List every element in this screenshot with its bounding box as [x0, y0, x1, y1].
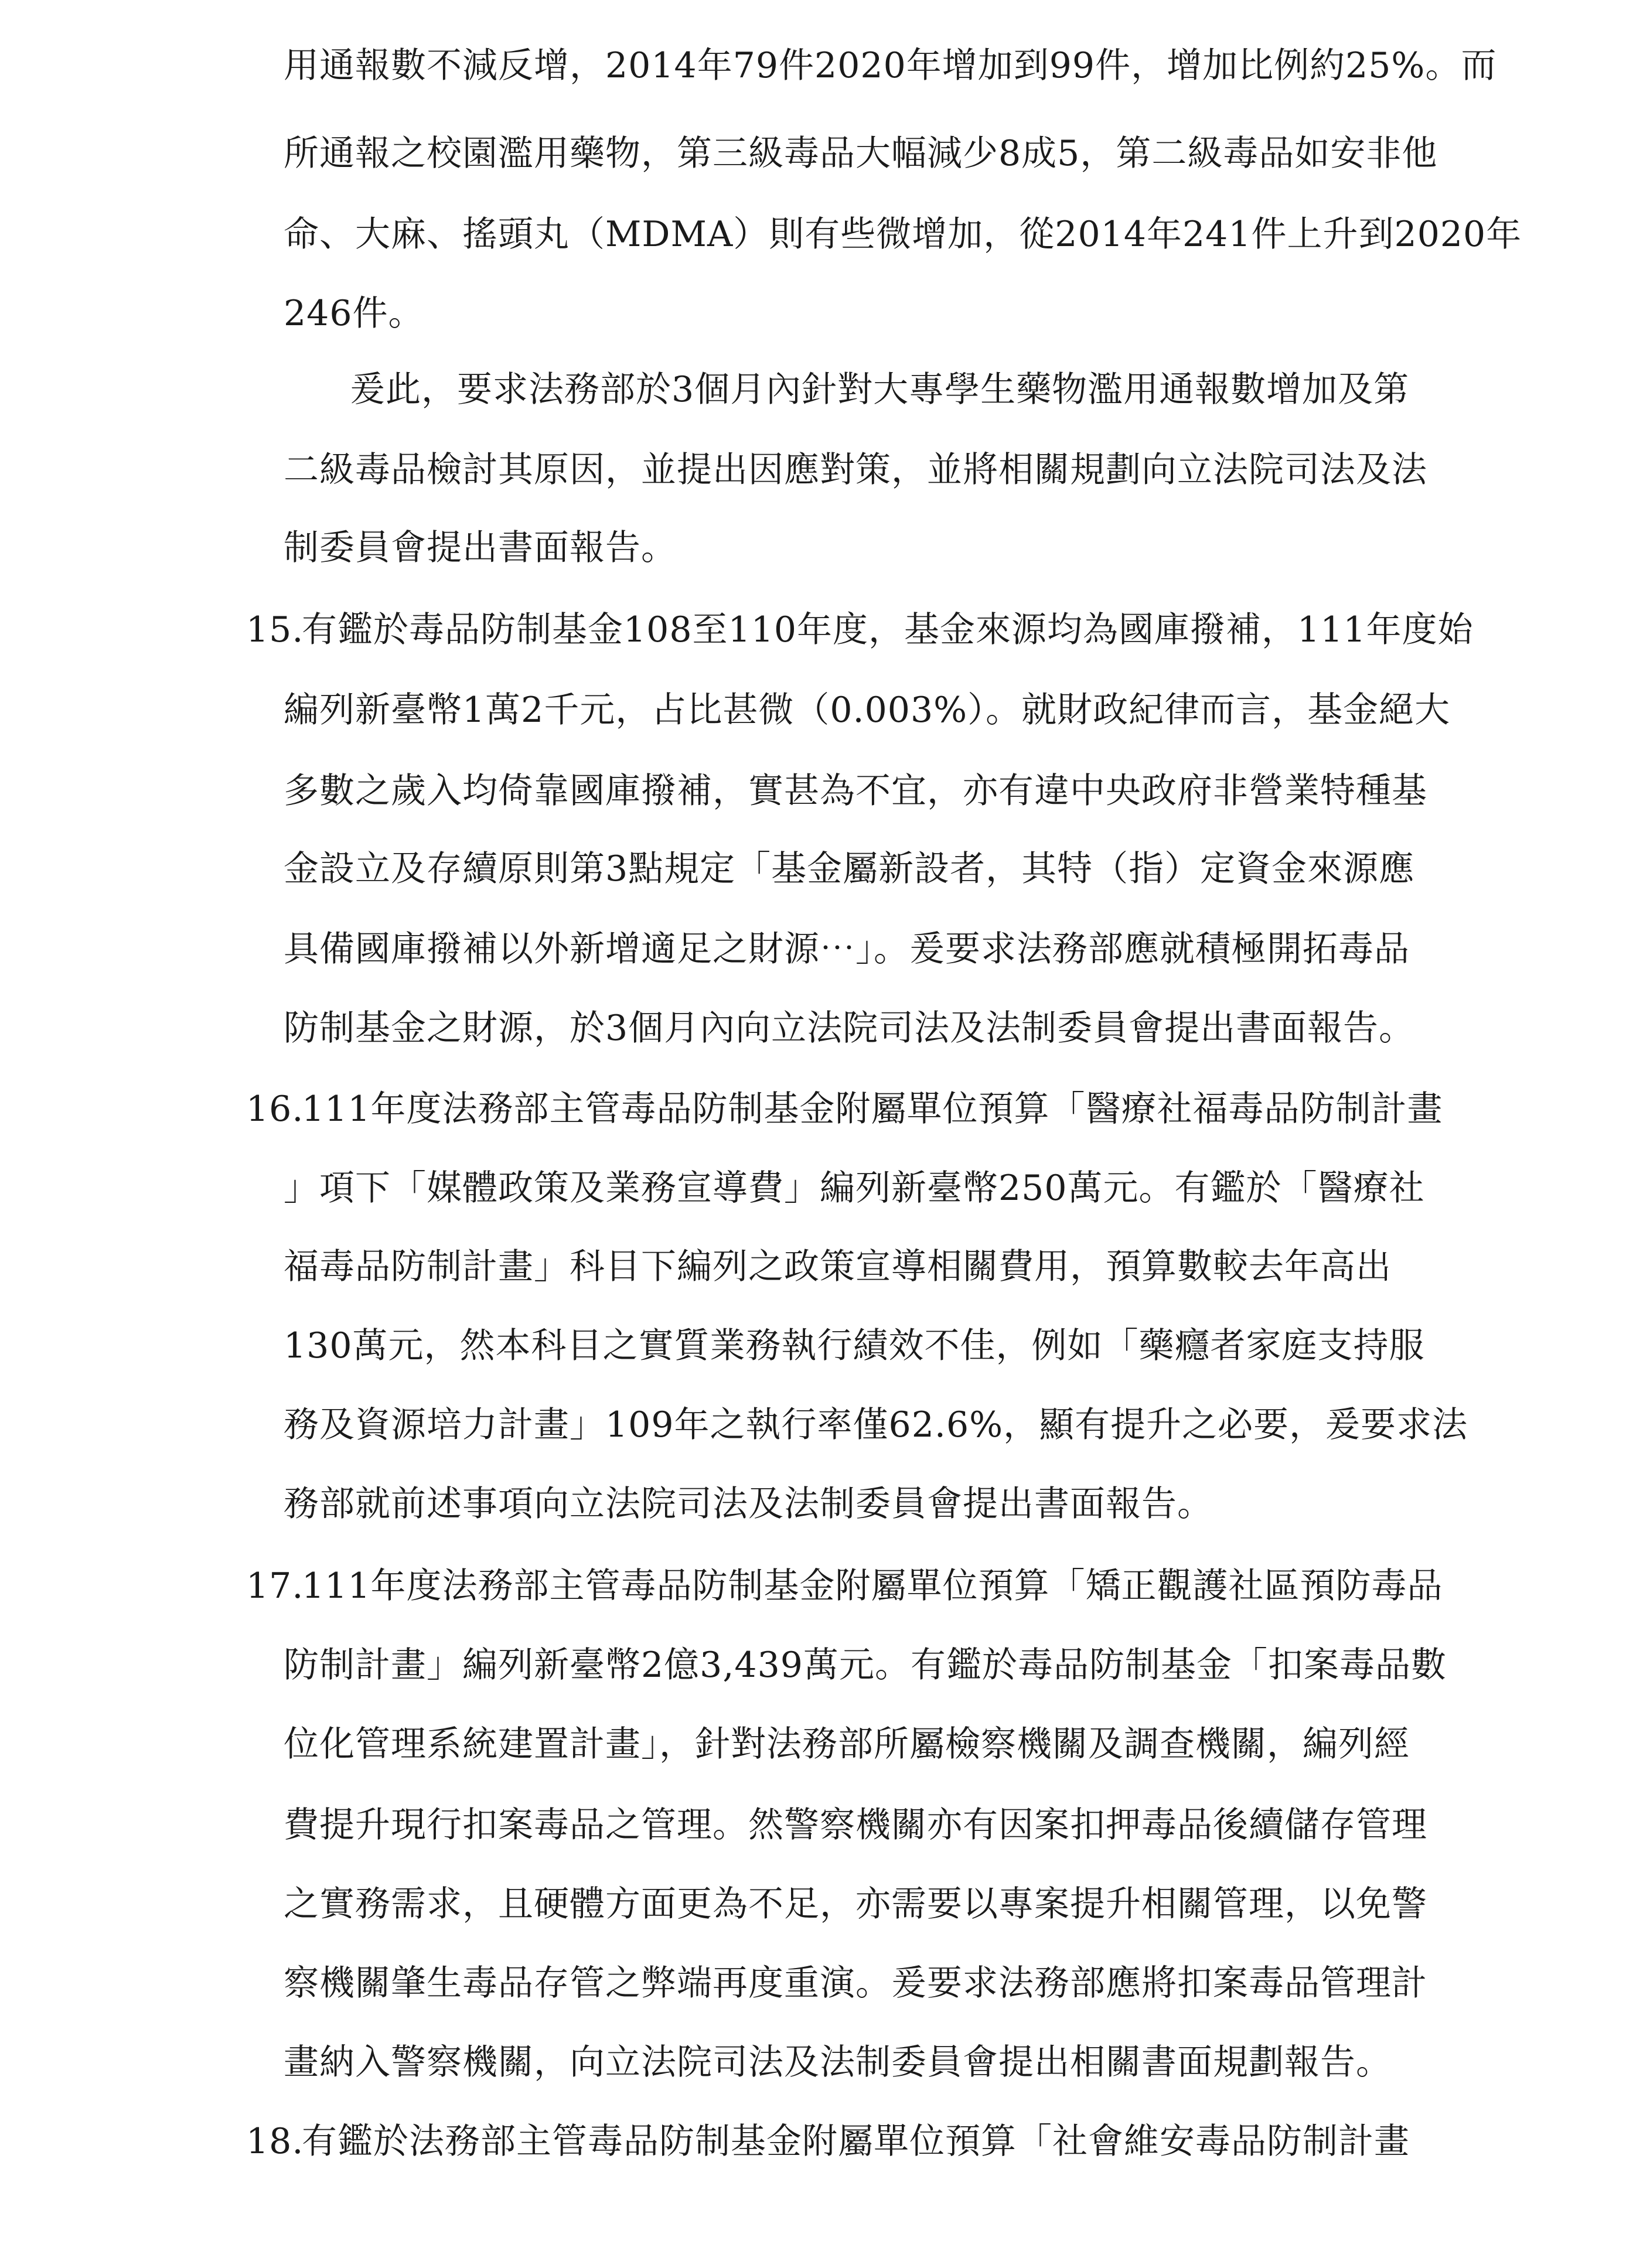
text-line: 防制計畫」編列新臺幣2億3,439萬元。有鑑於毒品防制基金「扣案毒品數 — [284, 1645, 1447, 1686]
item-number: 15. — [246, 609, 304, 650]
text-line: 二級毒品檢討其原因，並提出因應對策，並將相關規劃向立法院司法及法 — [284, 449, 1427, 490]
text-line: 務部就前述事項向立法院司法及法制委員會提出書面報告。 — [284, 1483, 1213, 1524]
text-line: 111年度法務部主管毒品防制基金附屬單位預算「矯正觀護社區預防毒品 — [302, 1566, 1443, 1607]
text-line: 察機關肇生毒品存管之弊端再度重演。爰要求法務部應將扣案毒品管理計 — [284, 1963, 1427, 2004]
text-line: 多數之歲入均倚靠國庫撥補，實甚為不宜，亦有違中央政府非營業特種基 — [284, 770, 1427, 811]
text-line: 130萬元，然本科目之實質業務執行績效不佳，例如「藥癮者家庭支持服 — [284, 1325, 1425, 1366]
text-line: 福毒品防制計畫」科目下編列之政策宣導相關費用，預算數較去年高出 — [284, 1246, 1392, 1287]
text-line: 所通報之校園濫用藥物，第三級毒品大幅減少8成5，第二級毒品如安非他 — [284, 133, 1438, 174]
text-line: 費提升現行扣案毒品之管理。然警察機關亦有因案扣押毒品後續儲存管理 — [284, 1805, 1427, 1846]
text-line: 有鑑於法務部主管毒品防制基金附屬單位預算「社會維安毒品防制計畫 — [302, 2121, 1410, 2162]
text-line: 編列新臺幣1萬2千元，占比甚微（0.003%）。就財政紀律而言，基金絕大 — [284, 690, 1451, 731]
text-line: 」項下「媒體政策及業務宣導費」編列新臺幣250萬元。有鑑於「醫療社 — [284, 1168, 1425, 1209]
text-line: 制委員會提出書面報告。 — [284, 527, 677, 568]
text-line: 畫納入警察機關，向立法院司法及法制委員會提出相關書面規劃報告。 — [284, 2042, 1392, 2083]
text-line: 務及資源培力計畫」109年之執行率僅62.6%，顯有提升之必要，爰要求法 — [284, 1404, 1468, 1445]
text-line: 246件。 — [284, 293, 424, 334]
text-line: 具備國庫撥補以外新增適足之財源⋯」。爰要求法務部應就積極開拓毒品 — [284, 929, 1410, 970]
text-line: 有鑑於毒品防制基金108至110年度，基金來源均為國庫撥補，111年度始 — [302, 609, 1474, 650]
text-line: 位化管理系統建置計畫」，針對法務部所屬檢察機關及調查機關，編列經 — [284, 1724, 1410, 1765]
text-line: 命、大麻、搖頭丸（MDMA）則有些微增加，從2014年241件上升到2020年 — [284, 214, 1522, 255]
text-line: 111年度法務部主管毒品防制基金附屬單位預算「醫療社福毒品防制計畫 — [302, 1089, 1443, 1130]
item-number: 16. — [246, 1089, 304, 1130]
text-line: 防制基金之財源，於3個月內向立法院司法及法制委員會提出書面報告。 — [284, 1008, 1415, 1049]
text-line: 金設立及存續原則第3點規定「基金屬新設者，其特（指）定資金來源應 — [284, 848, 1415, 889]
text-line: 之實務需求，且硬體方面更為不足，亦需要以專案提升相關管理，以免警 — [284, 1884, 1427, 1925]
text-line: 爰此，要求法務部於3個月內針對大專學生藥物濫用通報數增加及第 — [350, 369, 1410, 410]
item-number: 18. — [246, 2121, 304, 2162]
item-number: 17. — [246, 1566, 304, 1607]
text-line: 用通報數不減反增，2014年79件2020年增加到99件，增加比例約25%。而 — [284, 45, 1497, 86]
